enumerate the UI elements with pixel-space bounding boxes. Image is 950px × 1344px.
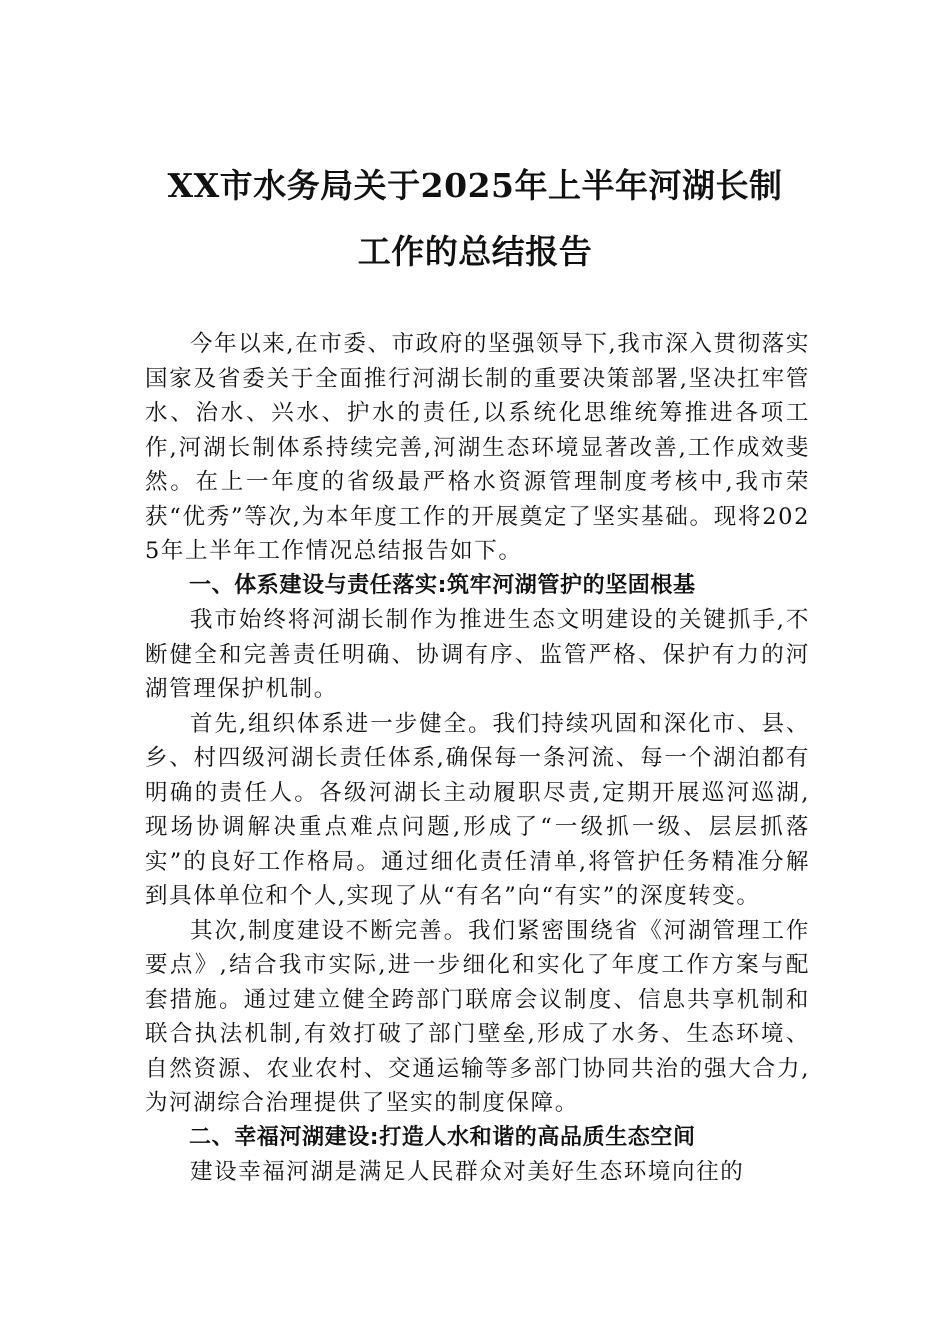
section-2-heading: 二、幸福河湖建设:打造人水和谐的高品质生态空间 — [189, 1124, 696, 1150]
document-title-line-2: 工作的总结报告 — [357, 232, 593, 271]
section-2-paragraph-1: 建设幸福河湖是满足人民群众对美好生态环境向往的 — [190, 1159, 745, 1185]
document-body — [145, 327, 810, 1190]
document-title-line-1: XX市水务局关于2025年上半年河湖长制 — [167, 166, 783, 205]
section-1-heading: 一、体系建设与责任落实:筑牢河湖管护的坚固根基 — [189, 572, 696, 598]
section-1-paragraph-1: 我市始终将河湖长制作为推进生态文明建设的关键抓手,不断健全和完善责任明确、协调有序、监管严格、保护有力的河湖管理保护机制。 — [145, 607, 810, 702]
intro-paragraph: 今年以来,在市委、市政府的坚强领导下,我市深入贯彻落实国家及省委关于全面推行河湖长制的重要决策部署,坚决扛牢管水、治水、兴水、护水的责任,以系统化思维统筹推进各项工作,河湖长制体系持续完善,河湖生态环境显著改善,工作成效斐然。在上一年度的省级最严格水资源管理制度考核中,我市荣获“优秀”等次,为本年度工作的开展奠定了坚实基础。现将2025年上半年工作情况总结报告如下。 — [145, 331, 811, 564]
section-1-paragraph-3: 其次,制度建设不断完善。我们紧密围绕省《河湖管理工作要点》,结合我市实际,进一步细化和实化了年度工作方案与配套措施。通过建立健全跨部门联席会议制度、信息共享机制和联合执法机制,有效打破了部门壁垒,形成了水务、生态环境、自然资源、农业农村、交通运输等多部门协同共治的强大合力,为河湖综合治理提供了坚实的制度保障。 — [145, 917, 810, 1116]
section-1-paragraph-2: 首先,组织体系进一步健全。我们持续巩固和深化市、县、乡、村四级河湖长责任体系,确保每一条河流、每一个湖泊都有明确的责任人。各级河湖长主动履职尽责,定期开展巡河巡湖,现场协调解决重点难点问题,形成了“一级抓一级、层层抓落实”的良好工作格局。通过细化责任清单,将管护任务精准分解到具体单位和个人,实现了从“有名”向“有实”的深度转变。 — [145, 710, 810, 909]
